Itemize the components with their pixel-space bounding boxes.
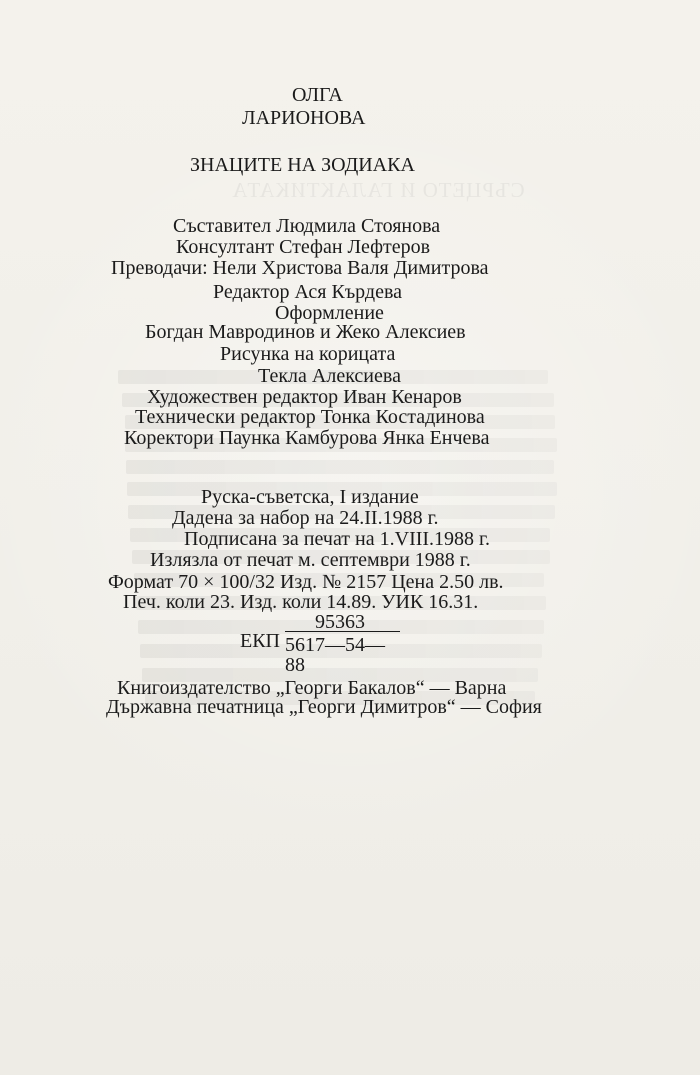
ekp-rule [285, 631, 400, 632]
ekp-label: ЕКП [240, 630, 280, 652]
publication-print-approval-date: Подписана за печат на 1.VIII.1988 г. [184, 528, 490, 550]
bleed-through-heading: СЪРЦЕТО И ГАЛАКТИКАТА [231, 178, 525, 202]
publication-printing-date: Излязла от печат м. септември 1988 г. [150, 549, 471, 571]
credit-design-heading: Оформление [275, 302, 384, 324]
author-first-name: ОЛГА [292, 84, 343, 106]
credit-technical-editor: Технически редактор Тонка Костадинова [135, 406, 485, 428]
credit-editor: Редактор Ася Кърдева [213, 281, 403, 303]
publication-number: 95363 [315, 611, 365, 633]
publication-sheet-counts: Печ. коли 23. Изд. коли 14.89. УИК 16.31. [123, 591, 479, 613]
publication-typeset-date: Дадена за набор на 24.II.1988 г. [172, 507, 439, 529]
credit-consultant: Консултант Стефан Лефтеров [176, 236, 431, 258]
credit-translators: Преводачи: Нели Христова Валя Димитрова [111, 257, 489, 279]
ekp-code-block [240, 623, 400, 676]
credit-compiler: Съставител Людмила Стоянова [173, 215, 441, 237]
publication-edition: Руска-съветска, I издание [201, 486, 419, 508]
publisher-line: Книгоиздателство „Георги Бакалов“ — Варна [117, 677, 507, 699]
ekp-code: 5617—54—88 [285, 634, 385, 676]
book-title: ЗНАЦИТЕ НА ЗОДИАКА [190, 154, 415, 176]
author-last-name: ЛАРИОНОВА [242, 107, 366, 129]
credit-designers: Богдан Мавродинов и Жеко Алексиев [145, 321, 466, 343]
publication-format-price: Формат 70 × 100/32 Изд. № 2157 Цена 2.50 лв. [108, 571, 504, 593]
credit-cover-artist: Текла Алексиева [258, 365, 401, 387]
printer-line: Държавна печатница „Георги Димитров“ — София [106, 696, 542, 718]
credit-art-editor: Художествен редактор Иван Кенаров [147, 386, 462, 408]
credit-proofreaders: Коректори Паунка Камбурова Янка Енчева [124, 427, 490, 449]
credit-cover-heading: Рисунка на корицата [220, 343, 396, 365]
